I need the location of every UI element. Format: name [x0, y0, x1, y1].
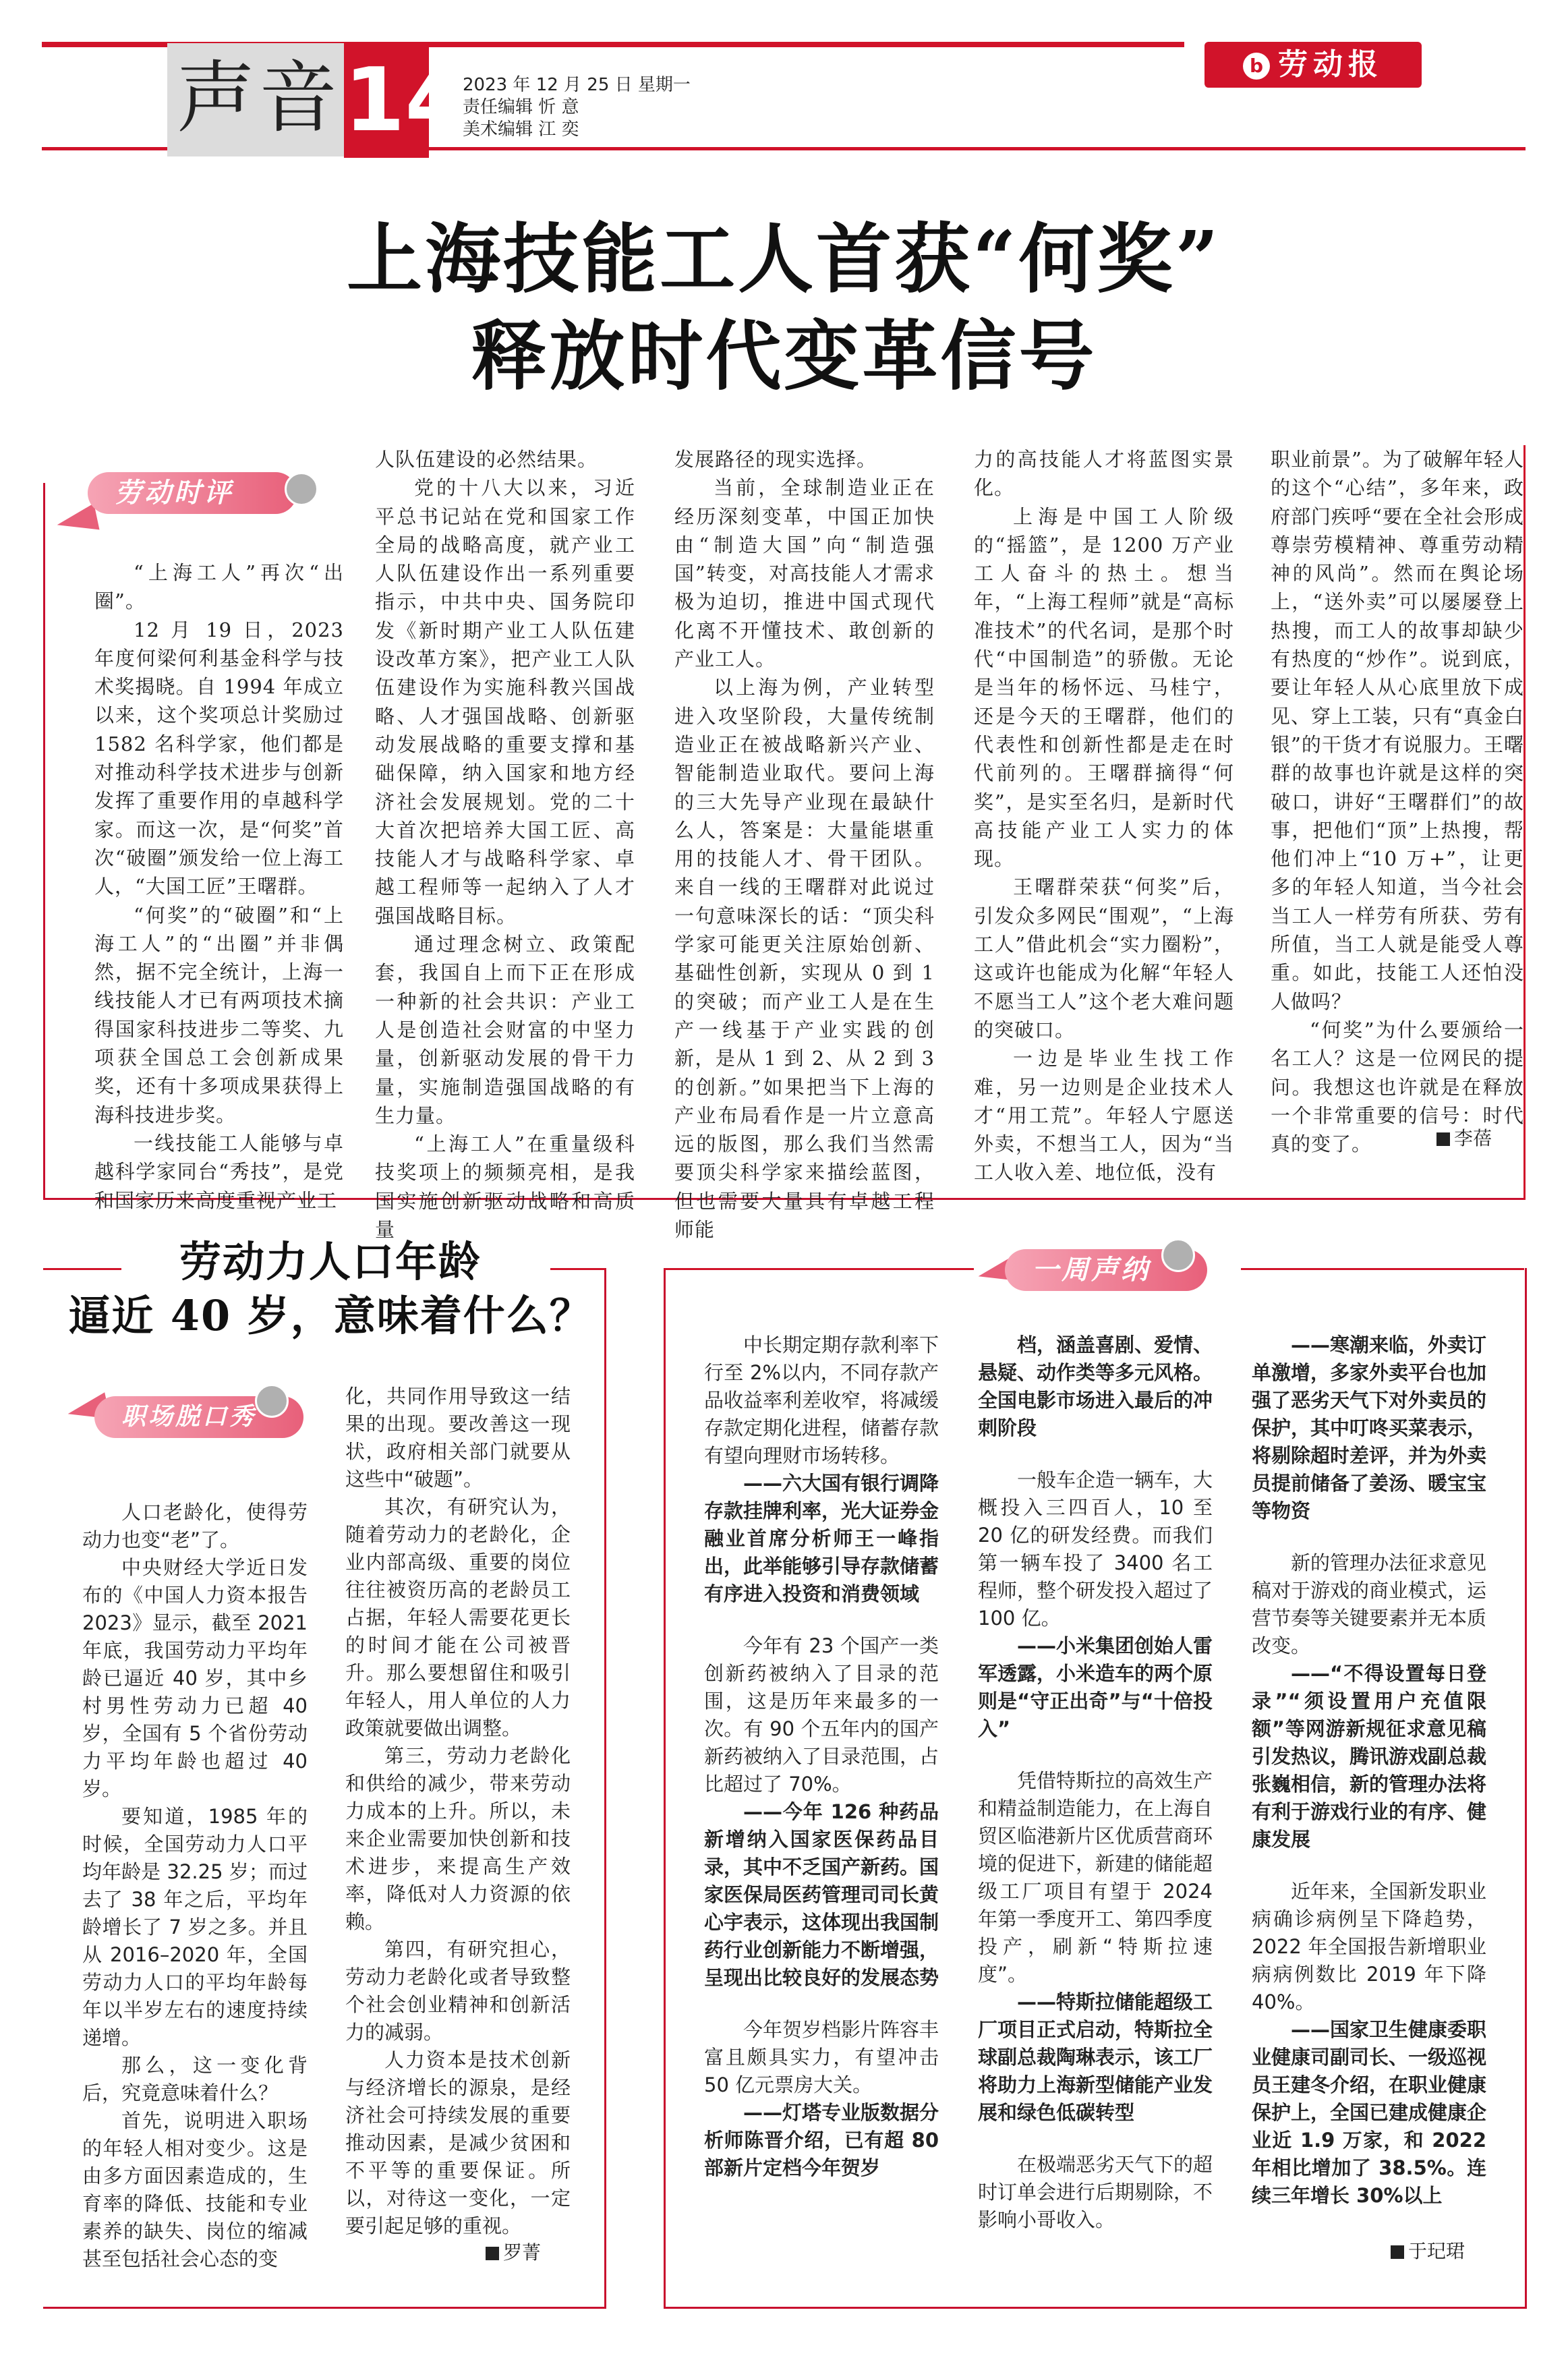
art-editor: 美术编辑 江 奕: [463, 119, 579, 140]
quote-attribution: ——“不得设置每日登录”“须设置用户充值限额”等网游新规征求意见稿引发热议，腾讯游戏副总裁张巍相信，新的管理办法将有利于游戏行业的有序、健康发展: [1252, 1662, 1487, 1851]
page-number: 14: [344, 42, 429, 158]
square-bullet-icon: [486, 2247, 499, 2260]
logo-text: 劳动报: [1278, 47, 1383, 82]
paragraph: 党的十八大以来，习近平总书记站在党和国家工作全局的战略高度，就产业工人队伍建设作出一系列重要指示，中共中央、国务院印发《新时期产业工人队伍建设改革方案》，把产业工人队伍建设作为实施科教兴国战略、人才强国战略、创新驱动发展战略的重要支撑和基础保障，纳入国家和地方经济社会发展规划。党的二十大首次把培养大国工匠、高技能人才与战略科学家、卓越工程师等一起纳入了人才强国战略目标。: [375, 476, 635, 927]
labor-column-1: [82, 1499, 308, 2273]
section-title: 声音: [177, 53, 341, 144]
quote-text: 近年来，全国新发职业病确诊病例呈下降趋势，2022 年全国报告新增职业病病例数比 2019 年下降 40%。: [1252, 1880, 1487, 2013]
paragraph: 第四，有研究担心，劳动力老龄化或者导致整个社会创业精神和创新活力的减弱。: [345, 1938, 571, 2044]
quote-text: 今年贺岁档影片阵容丰富且颇具实力，有望冲击 50 亿元票房大关。: [704, 2018, 939, 2096]
weekly-tag: 一周声纳: [1005, 1249, 1207, 1291]
logo-mark-icon: b: [1243, 53, 1270, 80]
quote-attribution: 档，涵盖喜剧、爱情、悬疑、动作类等多元风格。全国电影市场进入最后的冲刺阶段: [978, 1333, 1213, 1439]
quote-attribution: ——灯塔专业版数据分析师陈晋介绍，已有超 80 部新片定档今年贺岁: [704, 2101, 939, 2179]
commentary-column-5: [1271, 445, 1524, 1158]
weekly-author: [1391, 2237, 1465, 2264]
paragraph: 12 月 19 日，2023 年度何梁何利基金科学与技术奖揭晓。自 1994 年成立以来，这个奖项总计奖励过 1582 名科学家，他们都是对推动科学技术进步与创新发挥了重要作用的卓越科学家。而这一次，是“何奖”首次“破圈”颁发给一位上海工人，“大国工匠”王曙群。: [94, 618, 344, 898]
paragraph: 发展路径的现实选择。: [674, 448, 877, 471]
quote-attribution: ——六大国有银行调降存款挂牌利率，光大证券金融业首席分析师王一峰指出，此举能够引导存款储蓄有序进入投资和消费领域: [704, 1472, 939, 1605]
quote-attribution: ——特斯拉储能超级工厂项目正式启动，特斯拉全球副总裁陶琳表示，该工厂将助力上海新型储能产业发展和绿色低碳转型: [978, 1990, 1213, 2124]
headline-line-2: 释放时代变革信号: [471, 312, 1097, 401]
paragraph: 人力资本是技术创新与经济增长的源泉，是经济社会可持续发展的重要推动因素，是减少贫困和不平等的重要保证。所以，对待这一变化，一定要引起足够的重视。: [345, 2048, 571, 2237]
quote-attribution: ——寒潮来临，外卖订单激增，多家外卖平台也加强了恶劣天气下对外卖员的保护，其中叮咚买菜表示，将剔除超时差评，并为外卖员提前储备了姜汤、暖宝宝等物资: [1252, 1333, 1487, 1522]
quote-text: 中长期定期存款利率下行至 2%以内，不同存款产品收益率利差收窄，将减缓存款定期化进程，储蓄存款有望向理财市场转移。: [704, 1333, 939, 1467]
commentary-author: [1436, 1124, 1492, 1151]
paragraph: 一边是毕业生找工作难，另一边则是企业技术人才“用工荒”。年轻人宁愿送外卖，不想当工人，因为“当工人收入差、地位低，没有: [974, 1047, 1234, 1184]
author-name: 罗菁: [503, 2241, 542, 2264]
paragraph: “何奖”的“破圈”和“上海工人”的“出圈”并非偶然，据不完全统计，上海一线技能人才已有两项技术摘得国家科技进步二等奖、九项获全国总工会创新成果奖，还有十多项成果获得上海科技进步奖。: [94, 903, 344, 1126]
newspaper-logo: [1204, 42, 1422, 88]
paragraph: 人口老龄化，使得劳动力也变“老”了。: [82, 1501, 308, 1551]
paragraph: 通过理念树立、政策配套，我国自上而下正在形成一种新的社会共识：产业工人是创造社会财富的中坚力量，创新驱动发展的骨干力量，实施制造强国战略的有生力量。: [375, 933, 635, 1127]
paragraph: 人队伍建设的必然结果。: [375, 448, 598, 471]
weekly-column-3: [1252, 1331, 1486, 2234]
paragraph: “何奖”为什么要颁给一名工人？这是一位网民的提问。我想这也许就是在释放一个非常重要的信号：时代真的变了。: [1271, 1018, 1524, 1156]
paragraph: 化，共同作用导致这一结果的出现。要改善这一现状，政府相关部门就要从这些中“破题”。: [345, 1385, 571, 1491]
paragraph: 其次，有研究认为，随着劳动力的老龄化，企业内部高级、重要的岗位往往被资历高的老龄员工占据，年轻人需要花更长的时间才能在公司被晋升。那么要想留住和吸引年轻人，用人单位的人力政策就要做出调整。: [345, 1495, 571, 1740]
issue-date: 2023 年 12 月 25 日 星期一: [463, 75, 691, 95]
quote-attribution: ——小米集团创始人雷军透露，小米造车的两个原则是“守正出奇”与“十倍投入”: [978, 1634, 1213, 1740]
paragraph: 王曙群荣获“何奖”后，引发众多网民“围观”，“上海工人”借此机会“实力圈粉”，这或许也能成为化解“年轻人不愿当工人”这个老大难问题的突破口。: [974, 875, 1234, 1041]
quote-text: 今年有 23 个国产一类创新药被纳入了目录的范围，这是历年来最多的一次。有 90 个五年内的国产新药被纳入了目录范围，占比超过了 70%。: [704, 1634, 939, 1795]
paragraph: 上海是中国工人阶级的“摇篮”，是 1200 万产业工人奋斗的热土。想当年，“上海工程师”就是“高标准技术”的代名词，是那个时代“中国制造”的骄傲。无论是当年的杨怀远、马桂宁，还是今天的王曙群，他们的代表性和创新性都是走在时代前列的。王曙群摘得“何奖”，是实至名归，是新时代高技能产业工人实力的体现。: [974, 505, 1234, 871]
paragraph: 首先，说明进入职场的年轻人相对变少。这是由多方面因素造成的，生育率的降低、技能和专业素养的缺失、岗位的缩减甚至包括社会心态的变: [82, 2109, 308, 2270]
paragraph: 当前，全球制造业正在经历深刻变革，中国正加快由“制造大国”向“制造强国”转变，对高技能人才需求极为迫切，推进中国式现代化离不开懂技术、敢创新的产业工人。: [674, 476, 935, 671]
paragraph: 力的高技能人才将蓝图实景化。: [974, 448, 1234, 500]
microphone-icon: [1161, 1238, 1195, 1272]
paragraph: 要知道，1985 年的时候，全国劳动力人口平均年龄是 32.25 岁；而过去了 38 年之后，平均年龄增长了 7 岁之多。并且从 2016–2020 年，全国劳动力人口的平均年龄每年以半岁左右的速度持续递增。: [82, 1805, 308, 2049]
commentary-column-3: [674, 445, 935, 1244]
quote-text: 凭借特斯拉的高效生产和精益制造能力，在上海自贸区临港新片区优质营商环境的促进下，新建的储能超级工厂项目有望于 2024 年第一季度开工、第四季度投产，刷新“特斯拉速度”。: [978, 1769, 1213, 1986]
commentary-column-1: [94, 558, 344, 1215]
commentary-column-2: [375, 445, 635, 1244]
commentary-column-4: [974, 445, 1234, 1187]
commentary-tag: 劳动时评: [88, 472, 297, 514]
quote-attribution: ——国家卫生健康委职业健康司副司长、一级巡视员王建冬介绍，在职业健康保护上，全国已建成健康企业近 1.9 万家，和 2022 年相比增加了 38.5%。连续三年增长 30%以上: [1252, 2018, 1487, 2207]
labor-title-line-1: 劳动力人口年龄: [179, 1237, 482, 1286]
weekly-column-2: [978, 1331, 1213, 2234]
square-bullet-icon: [1391, 2245, 1404, 2259]
responsible-editor: 责任编辑 忻 意: [463, 97, 579, 117]
author-name: 李蓓: [1454, 1127, 1492, 1149]
quote-attribution: ——今年 126 种药品新增纳入国家医保药品目录，其中不乏国产新药。国家医保局医药管理司司长黄心宇表示，这体现出我国制药行业创新能力不断增强，呈现出比较良好的发展态势: [704, 1800, 939, 1989]
paragraph: 职业前景”。为了破解年轻人的这个“心结”，多年来，政府部门疾呼“要在全社会形成尊崇劳模精神、尊重劳动精神的风尚”。然而在舆论场上，“送外卖”可以屡屡登上热搜，而工人的故事却缺少有热度的“炒作”。说到底，要让年轻人从心底里放下成见、穿上工装，只有“真金白银”的干货才有说服力。王曙群的故事也许就是这样的突破口，讲好“王曙群们”的故事，把他们“顶”上热搜，帮他们冲上“10 万+”，让更多的年轻人知道，当今社会当工人一样劳有所获、劳有所值，当工人就是能受人尊重。如此，技能工人还怕没人做吗？: [1271, 448, 1524, 1013]
square-bullet-icon: [1436, 1132, 1450, 1146]
labor-tag: 职场脱口秀: [94, 1396, 303, 1438]
quote-text: 新的管理办法征求意见稿对于游戏的商业模式，运营节奏等关键要素并无本质改变。: [1252, 1551, 1487, 1657]
paragraph: 第三，劳动力老龄化和供给的减少，带来劳动力成本的上升。所以，未来企业需要加快创新和技术进步，来提高生产效率，降低对人力资源的依赖。: [345, 1744, 571, 1933]
weekly-left-top-rule: [664, 1268, 974, 1270]
weekly-column-1: [704, 1331, 939, 2206]
quote-text: 一般车企造一辆车，大概投入三四百人，10 至 20 亿的研发经费。而我们第一辆车投了 3400 名工程师，整个研发投入超过了 100 亿。: [978, 1468, 1213, 1630]
microphone-icon: [285, 472, 318, 506]
labor-author: [486, 2238, 541, 2265]
labor-title-line-2: 逼近 40 岁，意味着什么？: [68, 1291, 593, 1340]
microphone-icon: [255, 1384, 289, 1418]
paragraph: 那么，这一变化背后，究竟意味着什么？: [82, 2054, 308, 2104]
headline-line-1: 上海技能工人首获“何奖”: [347, 215, 1221, 304]
paragraph: “上海工人”再次“出圈”。: [94, 561, 344, 613]
paragraph: 以上海为例，产业转型进入攻坚阶段，大量传统制造业正在被战略新兴产业、智能制造业取代。要问上海的三大先导产业现在最缺什么人，答案是：大量能堪重用的技能人才、骨干团队。来自一线的王曙群对此说过一句意味深长的话：“顶尖科学家可能更关注原始创新、基础性创新，实现从 0 到 1 的突破；而产业工人是在生产一线基于产业实践的创新，是从 1 到 2、从 2 到 3 的创新。”如果把当下上海的产业布局看作是一片立意高远的版图，那么我们当然需要顶尖科学家来描绘蓝图，但也需要大量具有卓越工程师能: [674, 676, 935, 1242]
paragraph: 中央财经大学近日发布的《中国人力资本报告 2023》显示，截至 2021 年底，我国劳动力平均年龄已逼近 40 岁，其中乡村男性劳动力已超 40 岁，全国有 5 个省份劳动力平均年龄也超过 40 岁。: [82, 1556, 308, 1800]
labor-column-2: [345, 1383, 571, 2240]
weekly-right-top-rule: [1241, 1268, 1524, 1270]
paragraph: “上海工人”在重量级科技奖项上的频频亮相，是我国实施创新驱动战略和高质量: [375, 1132, 635, 1242]
quote-text: 在极端恶劣天气下的超时订单会进行后期剔除，不影响小哥收入。: [978, 2153, 1213, 2231]
author-name: 于玘珺: [1408, 2240, 1465, 2262]
paragraph: 一线技能工人能够与卓越科学家同台“秀技”，是党和国家历来高度重视产业工: [94, 1131, 344, 1212]
